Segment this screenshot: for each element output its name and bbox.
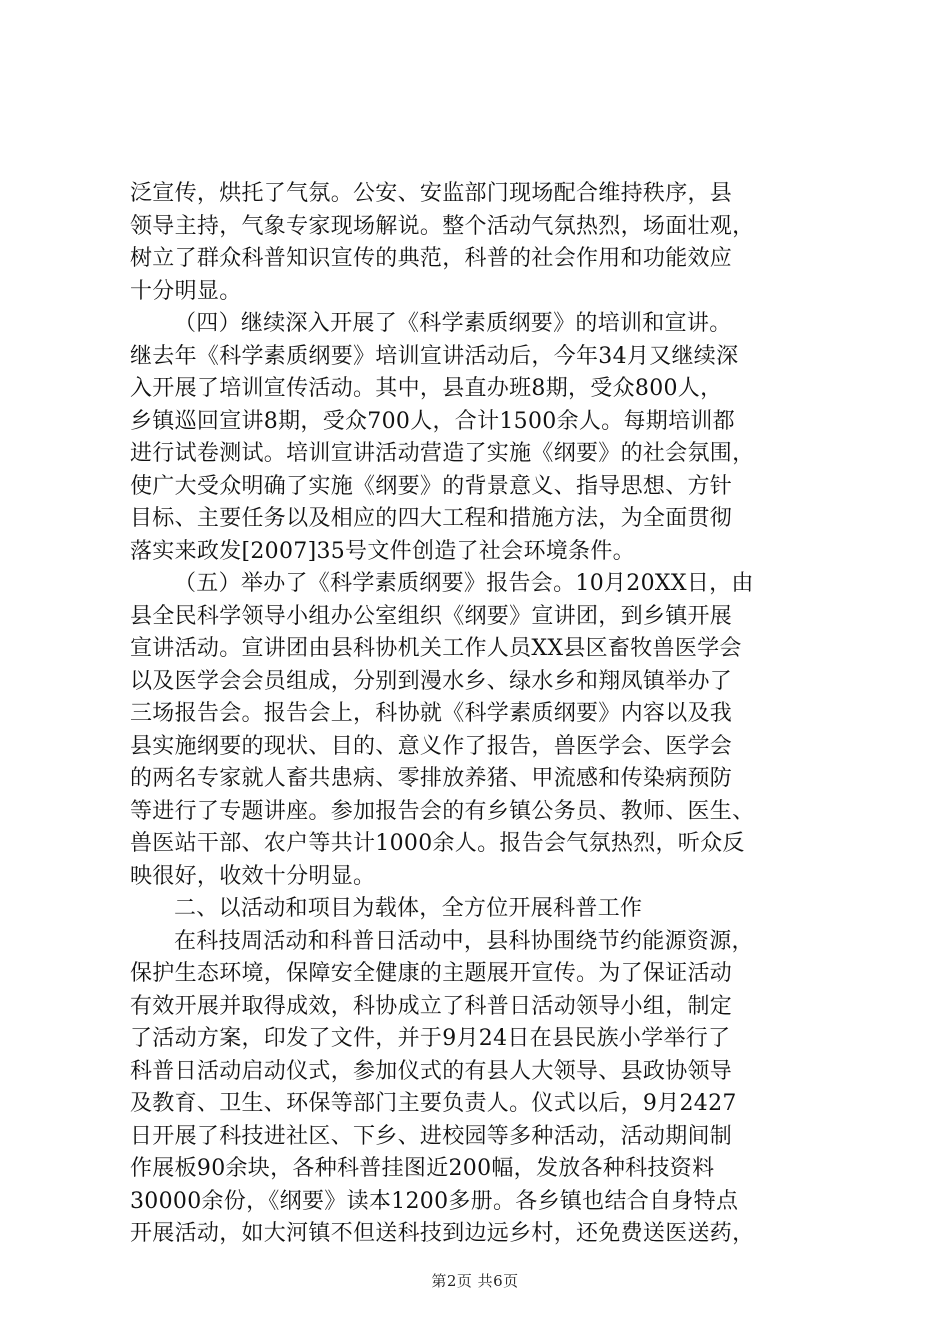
text-line: 以及医学会会员组成，分别到漫水乡、绿水乡和翔凤镇举办了 (130, 668, 733, 694)
text-line: 十分明显。 (130, 278, 242, 304)
text-line: 及教育、卫生、环保等部门主要负责人。仪式以后，9月2427 (130, 1091, 737, 1116)
text-line: 的两名专家就人畜共患病、零排放养猪、甲流感和传染病预防 (130, 766, 733, 791)
text-line: 作展板90余块，各种科普挂图近200幅，发放各种科技资料 (130, 1156, 715, 1181)
text-line: 落实来政发[2007]35号文件创造了社会环境条件。 (130, 538, 635, 564)
text-line: 使广大受众明确了实施《纲要》的背景意义、指导思想、方针 (130, 473, 733, 499)
text-line: 进行试卷测试。培训宣讲活动营造了实施《纲要》的社会氛围， (130, 441, 755, 466)
text-line: 保护生态环境，保障安全健康的主题展开宣传。为了保证活动 (130, 961, 733, 986)
paragraph-start: 在科技周活动和科普日活动中，县科协围绕节约能源资源， (174, 928, 754, 954)
text-line: 科普日活动启动仪式，参加仪式的有县人大领导、县政协领导 (130, 1058, 733, 1084)
text-line: 目标、主要任务以及相应的四大工程和措施方法，为全面贯彻 (130, 506, 733, 531)
text-line: 三场报告会。报告会上，科协就《科学素质纲要》内容以及我 (130, 701, 733, 726)
section-heading-5: （五）举办了《科学素质纲要》报告会。10月20XX日，由 (174, 571, 754, 596)
body-text (130, 178, 830, 1251)
text-line: 等进行了专题讲座。参加报告会的有乡镇公务员、教师、医生、 (130, 798, 755, 824)
section-heading-2: 二、以活动和项目为载体，全方位开展科普工作 (174, 896, 643, 921)
text-line: 泛宣传，烘托了气氛。公安、安监部门现场配合维持秩序，县 (130, 181, 733, 206)
text-line: 了活动方案，印发了文件，并于9月24日在县民族小学举行了 (130, 1026, 731, 1051)
text-line: 继去年《科学素质纲要》培训宣讲活动后，今年34月又继续深 (130, 343, 739, 369)
text-line: 有效开展并取得成效，科协成立了科普日活动领导小组，制定 (130, 993, 733, 1019)
text-line: 领导主持，气象专家现场解说。整个活动气氛热烈，场面壮观， (130, 213, 755, 239)
page-number-footer: 第2页 共6页 (431, 1272, 519, 1290)
text-line: 树立了群众科普知识宣传的典范，科普的社会作用和功能效应 (130, 246, 733, 271)
text-line: 开展活动，如大河镇不但送科技到边远乡村，还免费送医送药， (130, 1221, 755, 1246)
text-line: 县全民科学领导小组办公室组织《纲要》宣讲团，到乡镇开展 (130, 603, 733, 629)
text-line: 兽医站干部、农户等共计1000余人。报告会气氛热烈，听众反 (130, 831, 745, 856)
text-line: 30000余份，《纲要》读本1200多册。各乡镇也结合自身特点 (130, 1188, 739, 1214)
text-line: 日开展了科技进社区、下乡、进校园等多种活动，活动期间制 (130, 1123, 733, 1149)
section-heading-4: （四）继续深入开展了《科学素质纲要》的培训和宣讲。 (174, 311, 732, 336)
text-line: 映很好，收效十分明显。 (130, 863, 376, 889)
text-line: 乡镇巡回宣讲8期，受众700人，合计1500余人。每期培训都 (130, 408, 735, 434)
text-line: 入开展了培训宣传活动。其中，县直办班8期，受众800人， (130, 376, 723, 401)
text-line: 宣讲活动。宣讲团由县科协机关工作人员XX县区畜牧兽医学会 (130, 636, 742, 661)
text-line: 县实施纲要的现状、目的、意义作了报告，兽医学会、医学会 (130, 733, 733, 759)
